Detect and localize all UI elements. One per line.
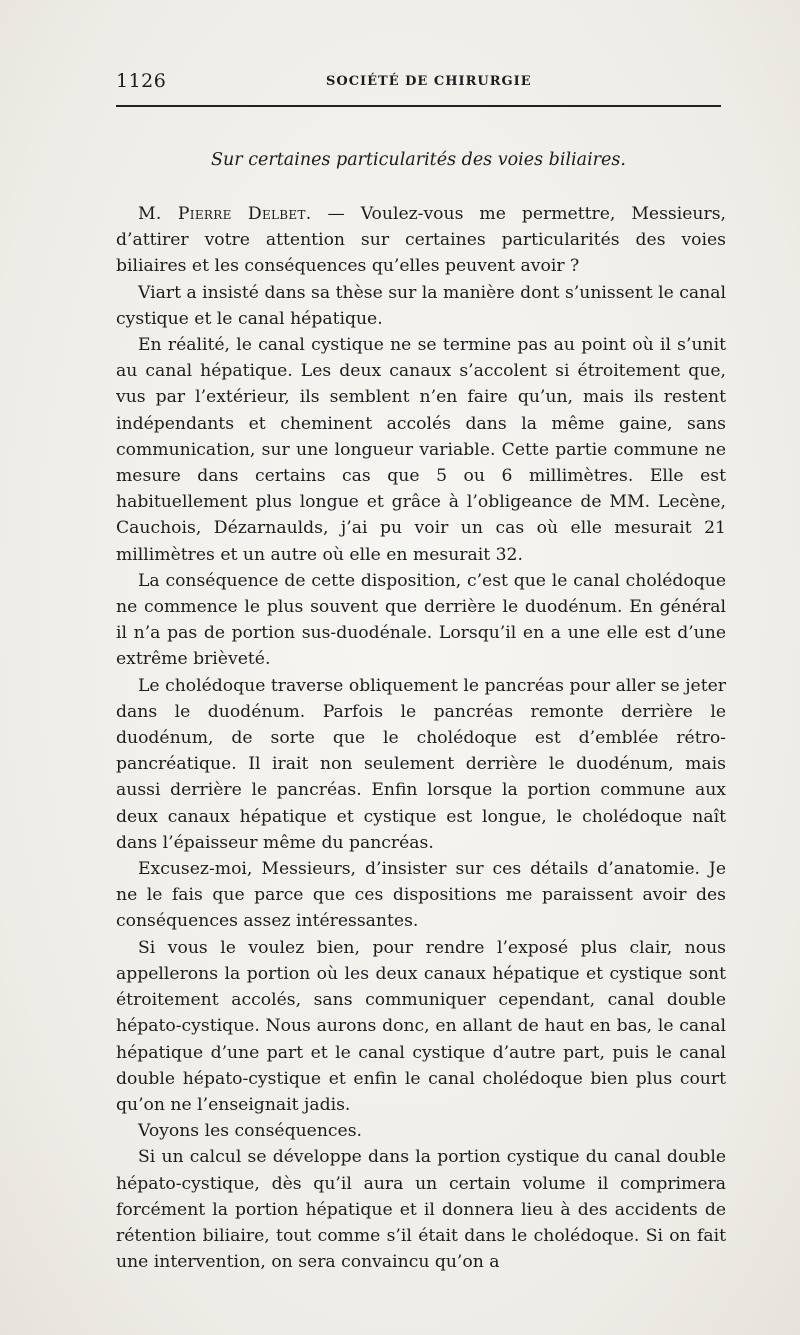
running-head: SOCIÉTÉ DE CHIRURGIE bbox=[326, 74, 532, 89]
paragraph: Si un calcul se développe dans la portion cystique du canal double hépato-cystique, dès qu’il aura un certain volume il comprimera forcément la portion hépatique et il donnera lieu à des accidents de rétention biliaire, tout comme s’il était dans le cholédoque. Si on fait une intervention, on sera convaincu qu’on a bbox=[116, 1147, 726, 1273]
header-rule bbox=[116, 105, 721, 107]
speaker-name: M. Pierre Delbet. bbox=[138, 204, 312, 224]
page-number: 1126 bbox=[116, 70, 167, 92]
page-header bbox=[116, 68, 721, 98]
paragraph: En réalité, le canal cystique ne se termine pas au point où il s’unit au canal hépatique. Les deux canaux s’accolent si étroitement que, vus par l’extérieur, ils semblent n’en faire qu’un, mais ils restent indépendants et cheminent accolés dans la même gaine, sans communication, sur une longueur variable. Cette partie commune ne mesure dans certains cas que 5 ou 6 millimètres. Elle est habituellement plus longue et grâce à l’obligeance de MM. Lecène, Cauchois, Dézarnaulds, j’ai pu voir un cas où elle mesurait 21 millimètres et un autre où elle en mesurait 32. bbox=[116, 335, 726, 565]
paragraph: Viart a insisté dans sa thèse sur la manière dont s’unissent le canal cystique et le canal hépatique. bbox=[116, 282, 726, 329]
section-title: Sur certaines particularités des voies biliaires. bbox=[211, 150, 626, 170]
paragraph-opening bbox=[116, 201, 726, 280]
paragraph: Excusez-moi, Messieurs, d’insister sur ces détails d’anatomie. Je ne le fais que parce que ces dispositions me paraissent avoir des conséquences assez intéressantes. bbox=[116, 859, 726, 932]
paragraph: La conséquence de cette disposition, c’est que le canal cholédoque ne commence le plus souvent que derrière le duodénum. En général il n’a pas de portion sus-duodénale. Lorsqu’il en a une elle est d’une extrême brièveté. bbox=[116, 570, 726, 670]
paragraph: Si vous le voulez bien, pour rendre l’exposé plus clair, nous appellerons la portion où les deux canaux hépatique et cystique sont étroitement accolés, sans communiquer cependant, canal double hépato-cystique. Nous aurons donc, en allant de haut en bas, le canal hépatique d’une part et le canal cystique d’autre part, puis le canal double hépato-cystique et enfin le canal cholédoque bien plus court qu’on ne l’enseignait jadis. bbox=[116, 937, 726, 1115]
paragraph: Le cholédoque traverse obliquement le pancréas pour aller se jeter dans le duodénum. Parfois le pancréas remonte derrière le duodénum, de sorte que le cholédoque est d’emblée rétro-pancréatique. Il irait non seulement derrière le duodénum, mais aussi derrière le pancréas. Enfin lorsque la portion commune aux deux canaux hépatique et cystique est longue, le cholédoque naît dans l’épaisseur même du pancréas. bbox=[116, 675, 726, 853]
body-text bbox=[116, 201, 726, 1275]
paragraph: Voyons les conséquences. bbox=[138, 1121, 362, 1142]
opening-text: — Voulez-vous me permettre, Messieurs, d’attirer votre attention sur certaines particularités des voies biliaires et les conséquences qu’elles peuvent avoir ? bbox=[116, 204, 726, 277]
